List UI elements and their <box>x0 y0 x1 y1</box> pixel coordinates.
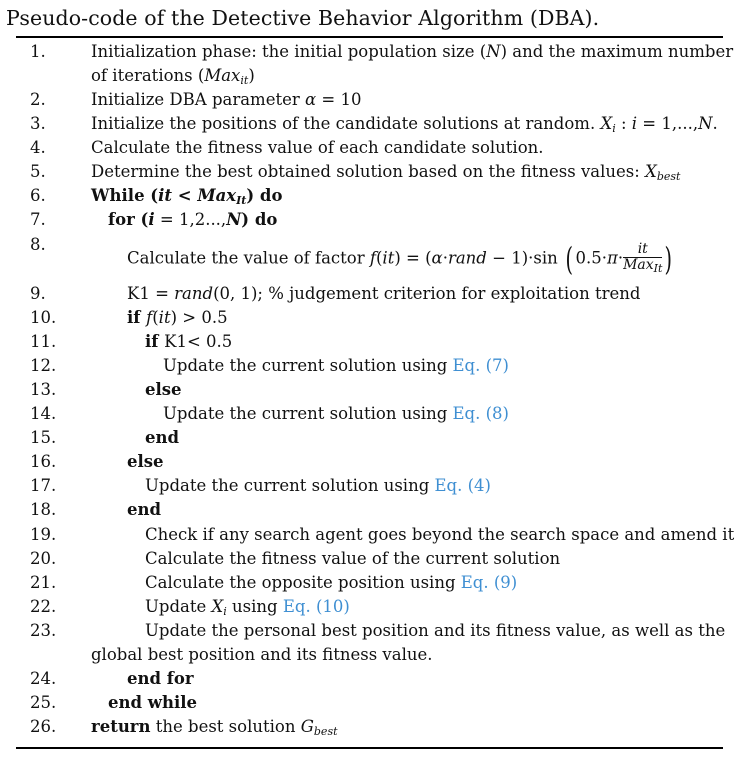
line-text: Check if any search agent goes beyond the search space and amend it <box>145 525 735 544</box>
line-number: 7. <box>30 210 46 229</box>
line-text: if K1< 0.5 <box>145 332 233 351</box>
line-number: 15. <box>30 428 57 447</box>
line-text: While (it < Max$_{It}$) do <box>91 186 283 207</box>
line-number: 18. <box>30 500 57 519</box>
line-number: 12. <box>30 356 57 375</box>
line-text: Update the current solution using Eq. (7) <box>163 356 509 375</box>
line-number: 6. <box>30 186 46 205</box>
line-number: 20. <box>30 549 57 568</box>
equation-link[interactable]: Eq. (9) <box>460 573 518 592</box>
line-text: global best position and its fitness value. <box>91 645 433 664</box>
line-number: 4. <box>30 138 46 157</box>
line-text: Calculate the opposite position using Eq. (9) <box>145 573 518 592</box>
line-number: 2. <box>30 90 46 109</box>
line-text: Initialize the positions of the candidate solutions at random. $X_i$ : i = 1,...,N. <box>91 114 718 135</box>
line-number: 10. <box>30 308 57 327</box>
line-text: return the best solution $G_{best}$ <box>91 717 338 738</box>
equation-link[interactable]: Eq. (4) <box>434 476 491 495</box>
line-text: Determine the best obtained solution based on the fitness values: $X_{best}$ <box>91 162 681 183</box>
line-text: of iterations (Max$_{it}$) <box>91 66 255 87</box>
line-text: Initialize DBA parameter α = 10 <box>91 90 362 109</box>
line-text: end for <box>127 669 194 688</box>
line-text: end <box>145 428 180 447</box>
algorithm-title: Pseudo-code of the Detective Behavior Algorithm (DBA). <box>6 6 600 30</box>
bottom-rule <box>16 747 723 749</box>
line-number: 14. <box>30 404 57 423</box>
line-text: Initialization phase: the initial population size (N) and the maximum number <box>91 42 734 61</box>
line-number: 26. <box>30 717 57 736</box>
line-text: end while <box>108 693 198 712</box>
line-number: 16. <box>30 452 57 471</box>
line-text: Update the current solution using Eq. (8) <box>163 404 509 423</box>
line-text: Update the current solution using Eq. (4) <box>145 476 491 495</box>
line-number: 25. <box>30 693 57 712</box>
fraction: $\frac{it}{Max_{It}}$ <box>623 241 663 275</box>
equation-link[interactable]: Eq. (10) <box>282 597 350 616</box>
line-number: 11. <box>30 332 57 351</box>
line-text: Update $X_i$ using Eq. (10) <box>145 597 350 618</box>
line-number: 9. <box>30 284 46 303</box>
line-number: 8. <box>30 235 46 254</box>
line-number: 17. <box>30 476 57 495</box>
line-text: end <box>127 500 162 519</box>
equation-link[interactable]: Eq. (7) <box>452 356 509 375</box>
line-text: K1 = rand(0, 1); % judgement criterion for exploitation trend <box>127 284 641 303</box>
top-rule <box>16 36 723 38</box>
line-text: for (i = 1,2...,N) do <box>108 210 278 229</box>
line-number: 21. <box>30 573 57 592</box>
line-number: 3. <box>30 114 46 133</box>
line-number: 22. <box>30 597 57 616</box>
line-text: else <box>127 452 164 471</box>
line-text: else <box>145 380 182 399</box>
line-number: 19. <box>30 525 57 544</box>
line-text: if f(it) > 0.5 <box>127 308 228 327</box>
line-text: Calculate the fitness value of the current solution <box>145 549 561 568</box>
line-text: Calculate the fitness value of each candidate solution. <box>91 138 544 157</box>
equation-link[interactable]: Eq. (8) <box>452 404 509 423</box>
line-number: 23. <box>30 621 57 640</box>
line-number: 24. <box>30 669 57 688</box>
line-text: Calculate the value of factor f(it) = (α·rand − 1)·sin ( 0.5·π· $\frac{it}{Max_{It}}$ ) <box>127 240 673 278</box>
line-number: 5. <box>30 162 46 181</box>
line-number: 13. <box>30 380 57 399</box>
line-text: Update the personal best position and its fitness value, as well as the <box>145 621 726 640</box>
line-number: 1. <box>30 42 46 61</box>
